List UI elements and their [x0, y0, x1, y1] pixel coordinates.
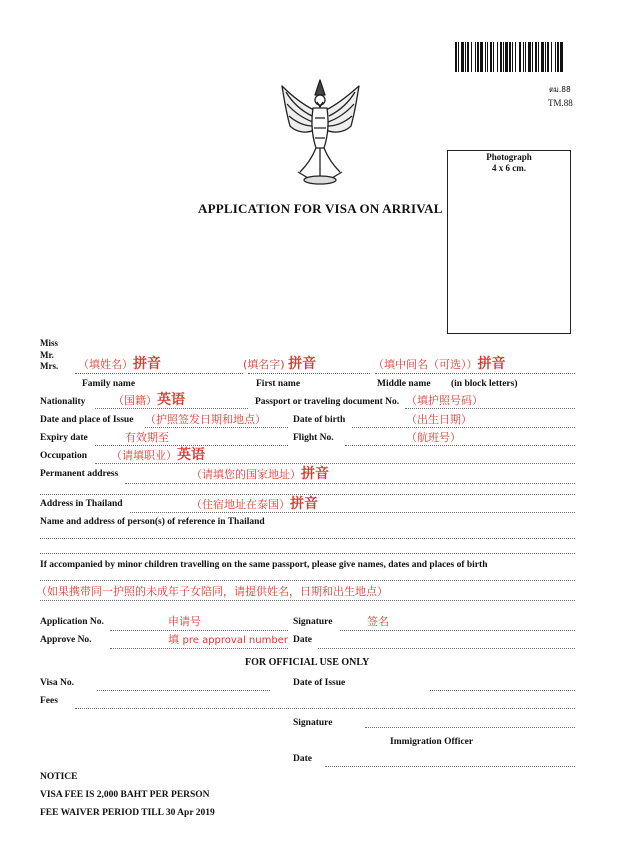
date-label: Date [293, 635, 312, 645]
thai-address-lang: 拼音 [290, 496, 318, 512]
approve-no-annotation [168, 632, 288, 649]
expiry-label: Expiry date [40, 433, 88, 443]
nationality-line [95, 408, 248, 409]
family-name-label: Family name [82, 379, 136, 389]
block-letters-note: (in block letters) [451, 379, 518, 389]
occupation-hint: （请填职业） [111, 449, 177, 462]
occupation-lang: 英语 [177, 447, 205, 463]
officer-signature-label: Signature [293, 718, 333, 728]
occupation-annotation [111, 447, 205, 464]
expiry-annotation: 有效期至 [125, 431, 169, 444]
approve-no-line [110, 648, 288, 649]
nationality-lang: 英语 [157, 392, 185, 408]
approve-no-note: pre approval number [182, 635, 288, 646]
application-no-line [110, 630, 288, 631]
middle-name-hint: （填中间名（可选）） [373, 358, 478, 371]
signature-label: Signature [293, 617, 333, 627]
flight-line [345, 445, 575, 446]
flight-label: Flight No. [293, 433, 334, 443]
permanent-address-label: Permanent address [40, 469, 119, 479]
middle-name-annotation [373, 356, 506, 373]
expiry-line [95, 445, 288, 446]
signature-line [340, 630, 575, 631]
permanent-address-line [125, 483, 575, 484]
issue-line [145, 427, 288, 428]
first-name-label: First name [256, 379, 301, 389]
middle-name-label: Middle name [377, 379, 431, 389]
permanent-address-hint: （请填您的国家地址） [191, 468, 301, 481]
occupation-line [95, 463, 575, 464]
officer-date-line [325, 766, 575, 767]
garuda-emblem [278, 78, 363, 186]
family-name-lang: 拼音 [133, 356, 161, 372]
visa-no-label: Visa No. [40, 678, 74, 688]
nationality-annotation [113, 392, 185, 409]
permanent-address-annotation [191, 466, 329, 483]
first-name-hint: (填名字) [243, 358, 285, 371]
birth-label: Date of birth [293, 415, 346, 425]
middle-name-lang: 拼音 [477, 356, 506, 372]
form-title: APPLICATION FOR VISA ON ARRIVAL [198, 201, 443, 216]
birth-annotation: （出生日期） [406, 413, 472, 426]
signature-annotation: 签名 [367, 615, 389, 628]
notice-visa-fee: VISA FEE IS 2,000 BAHT PER PERSON [40, 790, 210, 800]
fees-line [75, 708, 575, 709]
date-of-issue-label: Date of Issue [293, 678, 346, 688]
approve-no-label: Approve No. [40, 635, 92, 645]
notice-heading: NOTICE [40, 772, 78, 782]
passport-annotation: （填护照号码） [406, 394, 483, 407]
first-name-lang: 拼音 [288, 356, 317, 372]
thai-address-label: Address in Thailand [40, 499, 123, 509]
reference-label: Name and address of person(s) of reference in Thailand [40, 517, 265, 527]
first-name-line [248, 373, 370, 374]
thai-address-annotation [191, 496, 318, 513]
permanent-address-lang: 拼音 [301, 466, 329, 482]
application-no-annotation: 申请号 [168, 615, 201, 628]
fees-label: Fees [40, 696, 58, 706]
family-name-line [75, 373, 243, 374]
photograph-label: Photograph [486, 152, 532, 162]
family-name-hint: （填姓名） [78, 358, 133, 371]
children-line-2 [40, 600, 575, 601]
photograph-box [447, 150, 571, 334]
birth-line [352, 427, 575, 428]
form-code-thai: ตม.88 [549, 85, 571, 94]
date-line [318, 648, 575, 649]
middle-name-line [375, 373, 575, 374]
notice-fee-waiver: FEE WAIVER PERIOD TILL 30 Apr 2019 [40, 808, 215, 818]
reference-line-1 [40, 538, 575, 539]
passport-line [405, 408, 575, 409]
nationality-label: Nationality [40, 397, 86, 407]
title-mr: Mr. [40, 350, 54, 360]
family-name-annotation [78, 356, 161, 373]
date-of-issue-line [430, 690, 575, 691]
title-miss: Miss [40, 338, 58, 348]
children-label: If accompanied by minor children travelling on the same passport, please give names, dates and places of birth [40, 560, 488, 570]
permanent-address-line-2 [40, 494, 575, 495]
first-name-annotation [243, 356, 316, 373]
children-annotation: （如果携带同一护照的未成年子女陪同，请提供姓名，日期和出生地点） [36, 585, 388, 598]
issue-annotation: （护照签发日期和地点） [145, 413, 266, 426]
passport-label: Passport or traveling document No. [255, 397, 400, 407]
officer-signature-line [365, 727, 575, 728]
visa-no-line [97, 690, 270, 691]
officer-date-label: Date [293, 754, 312, 764]
thai-address-line [130, 512, 575, 513]
occupation-label: Occupation [40, 451, 87, 461]
nationality-hint: （国籍） [113, 394, 157, 407]
thai-address-hint: （住宿地址在泰国） [191, 498, 290, 511]
issue-label: Date and place of Issue [40, 415, 134, 425]
form-code: TM.88 [548, 98, 573, 108]
barcode [455, 42, 565, 72]
title-mrs: Mrs. [40, 361, 59, 371]
children-line-1 [40, 580, 575, 581]
immigration-officer-label: Immigration Officer [390, 737, 474, 747]
official-use-heading: FOR OFFICIAL USE ONLY [245, 657, 370, 668]
flight-annotation: （航班号） [406, 431, 461, 444]
approve-no-hint: 填 [168, 633, 179, 646]
photograph-size: 4 x 6 cm. [492, 163, 526, 173]
reference-line-2 [40, 553, 575, 554]
application-no-label: Application No. [40, 617, 104, 627]
